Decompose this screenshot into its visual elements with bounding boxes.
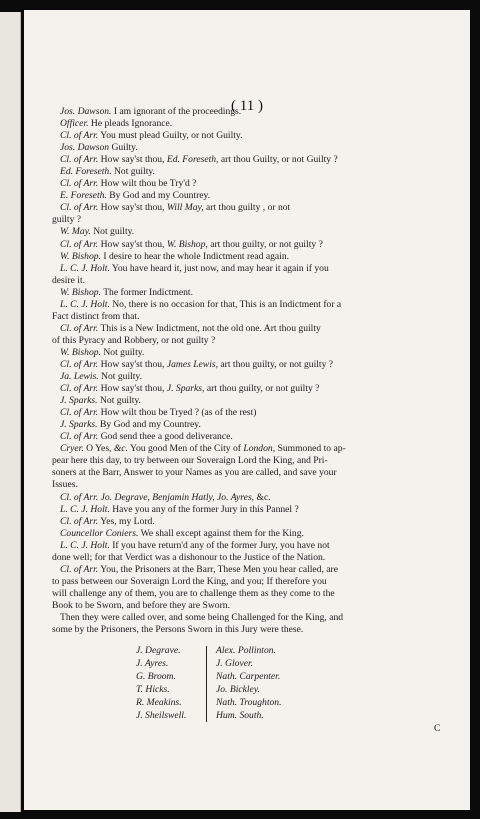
text-line — [52, 624, 432, 636]
line-text: of this Pyracy and Robbery, or not guilty ? — [52, 334, 216, 346]
speaker-label: Cl. of Arr. Jo. Degrave, Benjamin Hatly, Jo. Ayres, — [60, 491, 255, 503]
line-text: I desire to hear the whole Indictment read again. — [100, 250, 290, 262]
line-text: He pleads Ignorance. — [88, 118, 173, 130]
line-text: Not guilty. — [100, 346, 145, 358]
text-line — [52, 467, 432, 479]
speaker-label: Cl. of Arr. — [60, 383, 99, 395]
text-line — [52, 588, 432, 600]
speaker-label: L. C. J. Holt. — [60, 539, 110, 551]
line-text: By God and my Countrey. — [106, 190, 211, 202]
speaker-label: Cl. of Arr. — [60, 202, 99, 214]
line-text: art thou Guilty, or not Guilty ? — [218, 154, 338, 166]
text-line — [52, 263, 432, 275]
speaker-label: L. C. J. Holt. — [60, 298, 110, 310]
speaker-label: Officer. — [60, 118, 89, 130]
speaker-label: Cl. of Arr. — [60, 515, 99, 527]
page-number: ( 11 ) — [231, 98, 263, 114]
text-line — [52, 323, 432, 335]
text-line — [52, 395, 432, 407]
line-text: O Yes, — [83, 443, 114, 455]
line-text: art thou guilty , or not — [203, 202, 291, 214]
juror-name: J. Ayres. — [136, 658, 169, 670]
line-text: to pass between our Soveraign Lord the King, and you; If therefore you — [52, 575, 327, 587]
line-text: Fact distinct from that. — [52, 310, 140, 322]
line-text: soners at the Barr, Answer to your Names as you are called, and save your — [52, 467, 337, 479]
text-line — [52, 142, 432, 154]
text-line — [52, 540, 432, 552]
speaker-label: W. Bishop, — [166, 238, 208, 250]
juror-name: J. Degrave. — [136, 645, 181, 656]
line-text: some by the Prisoners, the Persons Sworn in this Jury were these. — [52, 624, 304, 636]
text-line — [52, 612, 432, 624]
line-text: will challenge any of them, you are to challenge them as they come to the — [52, 587, 335, 599]
text-line — [52, 383, 432, 395]
line-text: Not guilty. — [97, 395, 141, 407]
line-text: The former Indictment. — [100, 286, 193, 298]
text-line — [52, 552, 432, 564]
speaker-label: Jos. Dawson — [60, 142, 110, 154]
line-text: How say'st thou, — [98, 383, 167, 395]
speaker-label: Cl. of Arr. — [60, 322, 99, 334]
adjacent-page-edge — [0, 12, 21, 812]
speaker-label: Cl. of Arr. — [60, 563, 99, 575]
jury-list-left-column — [136, 644, 186, 723]
speaker-label: W. Bishop. — [60, 250, 101, 262]
speaker-label: Cl. of Arr. — [60, 238, 99, 250]
text-line — [52, 347, 432, 359]
text-line — [52, 431, 432, 443]
text-line — [52, 239, 432, 251]
speaker-label: Cl. of Arr. — [60, 431, 99, 443]
text-line — [52, 251, 432, 263]
speaker-label: Jos. Dawson. — [60, 106, 112, 117]
juror-name: T. Hicks. — [136, 684, 170, 696]
line-text: Yes, my Lord. — [98, 515, 155, 527]
text-line — [52, 226, 432, 238]
text-line — [52, 106, 432, 118]
speaker-label: Ed. Foreseth. — [60, 166, 112, 178]
juror-name: G. Broom. — [136, 671, 176, 683]
line-text: God send thee a good deliverance. — [98, 431, 233, 443]
text-line — [52, 479, 432, 491]
speaker-label: Cl. of Arr. — [60, 407, 99, 419]
text-line — [52, 190, 432, 202]
line-text: Then they were called over, and some being Challenged for the King, and — [60, 611, 344, 623]
text-line — [52, 528, 432, 540]
line-text: pear here this day, to try between our Soveraign Lord the King, and Pri- — [52, 455, 328, 467]
text-line — [52, 178, 432, 190]
text-line — [52, 214, 432, 226]
text-line — [52, 576, 432, 588]
line-text: Guilty. — [109, 142, 138, 154]
line-text: Book to be Sworn, and before they are Sworn. — [52, 599, 230, 611]
juror-name: Jo. Bickley. — [216, 684, 260, 696]
speaker-label: Cl. of Arr. — [60, 358, 99, 370]
text-line — [52, 202, 432, 214]
line-text: I am ignorant of the proceedings. — [111, 106, 242, 117]
speaker-label: W. Bishop. — [60, 286, 101, 298]
catchword: C — [434, 723, 441, 734]
jury-list-right-column — [216, 644, 281, 723]
speaker-label: J. Sparks, — [166, 383, 205, 395]
speaker-label: J. Sparks. — [60, 419, 98, 431]
text-line — [52, 600, 432, 612]
line-text: Not guilty. — [98, 371, 143, 383]
line-text: You have heard it, just now, and may hear it again if you — [109, 262, 329, 274]
speaker-label: James Lewis, — [166, 358, 219, 370]
line-text: art thou guilty, or not guilty ? — [207, 238, 323, 250]
text-line — [52, 492, 432, 504]
document-body — [52, 106, 432, 636]
line-text: &c. — [254, 491, 271, 503]
line-text: You good Men of the City of — [127, 443, 244, 455]
text-line — [52, 275, 432, 287]
line-text: How wilt thou be Tryed ? (as of the rest) — [98, 407, 257, 419]
juror-name: Hum. South. — [216, 710, 264, 722]
text-line — [52, 166, 432, 178]
line-text: We shall except against them for the King. — [138, 527, 304, 539]
speaker-label: L. C. J. Holt. — [60, 503, 110, 515]
speaker-label: Cryer. — [60, 443, 84, 455]
text-line — [52, 371, 432, 383]
jury-list-divider — [206, 646, 207, 722]
speaker-label: Ed. Foreseth, — [166, 154, 219, 166]
speaker-label: Councellor Coniers. — [60, 527, 139, 539]
juror-name: Nath. Carpenter. — [216, 671, 281, 683]
text-line — [52, 335, 432, 347]
text-line — [52, 359, 432, 371]
text-line — [52, 311, 432, 323]
text-line — [52, 455, 432, 467]
speaker-label: London, — [243, 443, 276, 455]
text-line — [52, 443, 432, 455]
text-line — [52, 118, 432, 130]
line-text: You must plead Guilty, or not Guilty. — [98, 130, 243, 142]
speaker-label: Cl. of Arr. — [60, 178, 99, 190]
text-line — [52, 407, 432, 419]
line-text: guilty ? — [52, 214, 82, 226]
line-text: art thou guilty, or not guilty ? — [218, 358, 334, 370]
line-text: Summoned to ap- — [275, 443, 346, 455]
speaker-label: Cl. of Arr. — [60, 154, 99, 166]
speaker-label: Cl. of Arr. — [60, 130, 99, 142]
text-line — [52, 299, 432, 311]
line-text: desire it. — [52, 274, 86, 286]
juror-name: R. Meakins. — [136, 697, 182, 709]
line-text: By God and my Countrey. — [97, 419, 201, 431]
line-text: How say'st thou, — [98, 202, 167, 214]
line-text: How say'st thou, — [98, 238, 167, 250]
document-page — [24, 10, 470, 810]
text-line — [52, 419, 432, 431]
speaker-label: Will May, — [166, 202, 204, 214]
line-text: How say'st thou, — [98, 358, 167, 370]
line-text: Issues. — [52, 479, 78, 491]
juror-name: J. Sheilswell. — [136, 710, 187, 722]
line-text: You, the Prisoners at the Barr, These Men you hear called, are — [98, 563, 338, 575]
speaker-label: E. Foreseth. — [60, 190, 107, 202]
line-text: How wilt thou be Try'd ? — [98, 178, 197, 190]
text-line — [52, 564, 432, 576]
speaker-label: J. Sparks. — [60, 395, 98, 407]
speaker-label: &c. — [113, 443, 128, 455]
text-line — [52, 504, 432, 516]
speaker-label: W. Bishop. — [60, 346, 101, 358]
line-text: Not guilty. — [90, 226, 135, 238]
line-text: Not guilty. — [111, 166, 155, 178]
line-text: art thou guilty, or not guilty ? — [204, 383, 320, 395]
juror-name: Nath. Troughton. — [216, 697, 282, 709]
line-text: If you have return'd any of the former Jury, you have not — [109, 539, 330, 551]
juror-name: Alex. Pollinton. — [216, 645, 276, 656]
line-text: Have you any of the former Jury in this Pannel ? — [109, 503, 299, 515]
text-line — [52, 130, 432, 142]
text-line — [52, 287, 432, 299]
line-text: No, there is no occasion for that, This is an Indictment for a — [109, 298, 342, 310]
text-line — [52, 154, 432, 166]
speaker-label: W. May. — [60, 226, 91, 238]
line-text: This is a New Indictment, not the old one. Art thou guilty — [98, 322, 321, 334]
line-text: How say'st thou, — [98, 154, 167, 166]
line-text: done well; for that Verdict was a dishonour to the Justice of the Nation. — [52, 551, 326, 563]
speaker-label: L. C. J. Holt. — [60, 262, 110, 274]
text-line — [52, 516, 432, 528]
juror-name: J. Glover. — [216, 658, 254, 670]
speaker-label: Ja. Lewis. — [60, 371, 99, 383]
